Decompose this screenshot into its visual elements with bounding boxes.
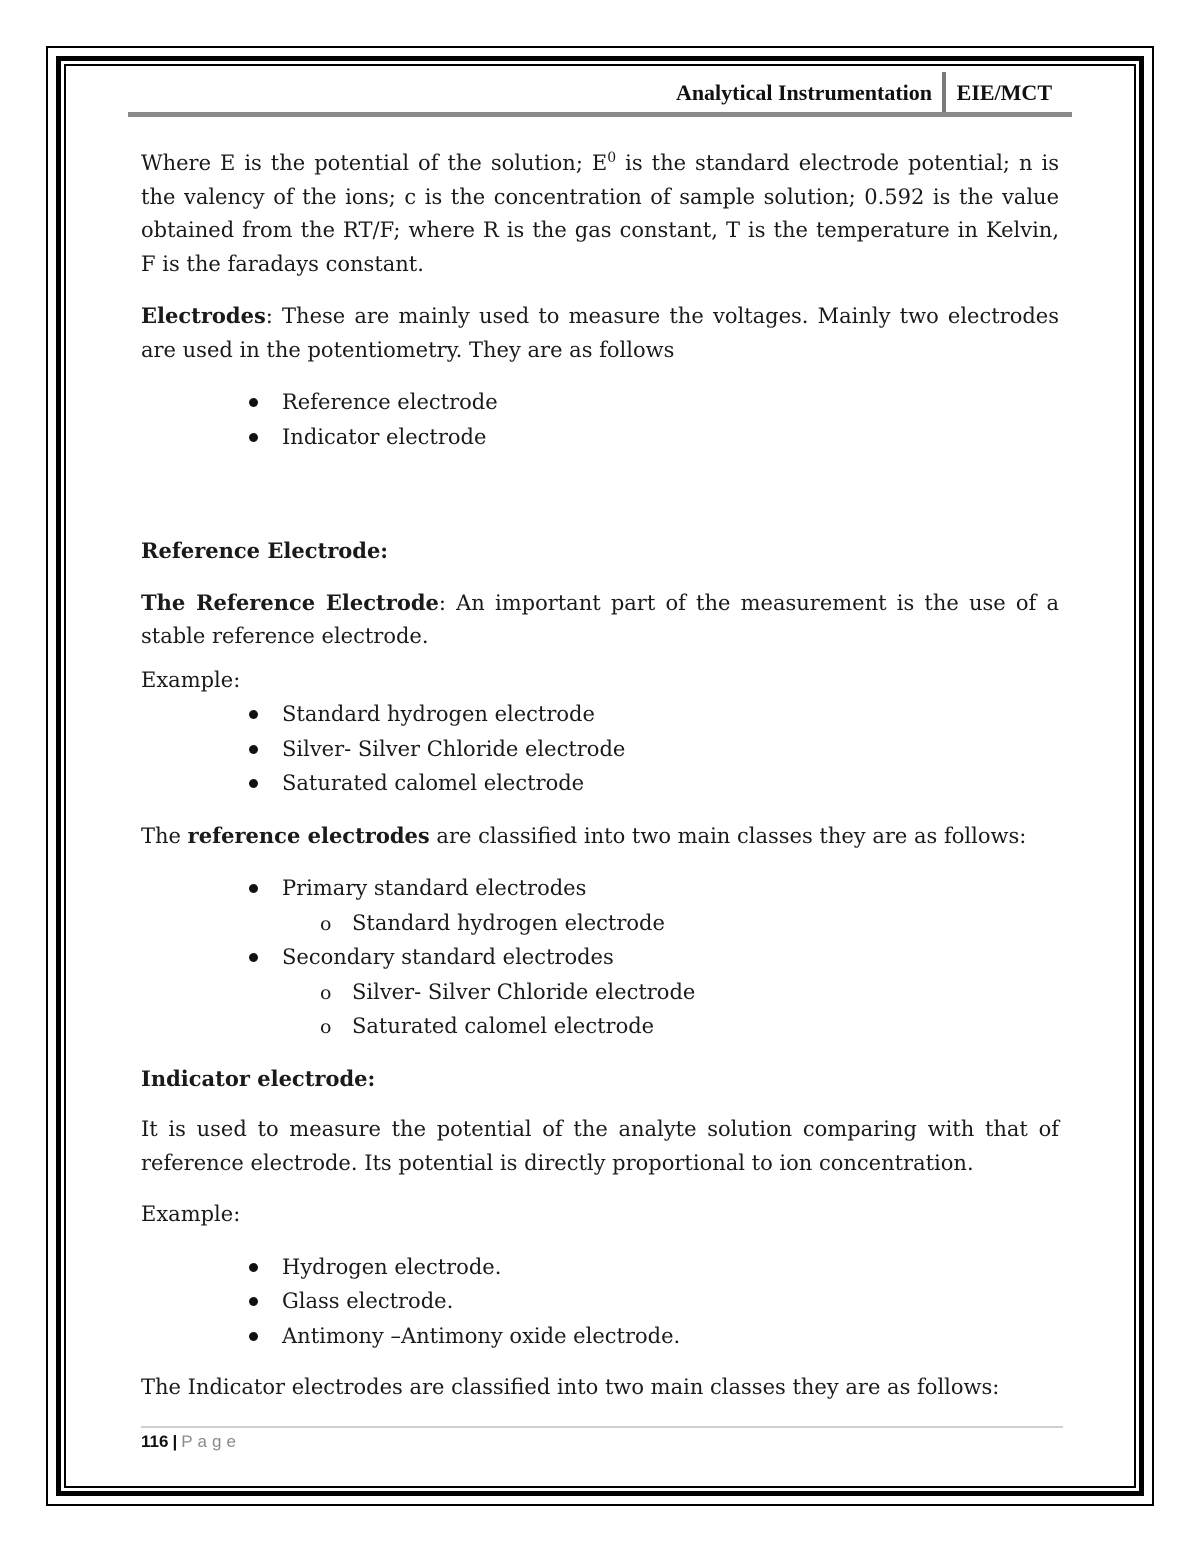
page-footer [141,1432,241,1452]
reference-classes-list [141,871,1059,1044]
header-separator [942,72,946,114]
electrode-types-list [141,385,1059,454]
list-item: Hydrogen electrode. [141,1250,1059,1285]
indicator-heading: Indicator electrode: [141,1065,376,1091]
electrodes-label: Electrodes [141,303,266,328]
list-item: Saturated calomel electrode [141,766,1059,801]
page-label: Page [181,1432,241,1451]
bullet-icon [249,1332,258,1341]
page-header [128,72,1072,116]
header-rule [128,112,1072,117]
list-item: Secondary standard electrodes o Silver- Silver Chloride electrode o Saturated calomel electrode [141,940,1059,1044]
bullet-icon [249,710,258,719]
list-item: Silver- Silver Chloride electrode [141,732,1059,767]
reference-classes-paragraph: The reference electrodes are classified into two main classes they are as follows: [141,822,1027,848]
circle-bullet-icon: o [320,1016,332,1038]
list-item: Glass electrode. [141,1284,1059,1319]
bullet-icon [249,779,258,788]
header-course-code: EIE/MCT [956,80,1052,105]
list-item: Primary standard electrodes o Standard hydrogen electrode [141,871,1059,940]
bullet-icon [249,884,258,893]
reference-heading: Reference Electrode: [141,538,389,563]
header-title: Analytical Instrumentation [675,80,932,105]
indicator-classes-paragraph: The Indicator electrodes are classified into two main classes they are as follows: [141,1375,1000,1399]
document-body [141,142,1059,1405]
reference-example-label: Example: [141,667,241,692]
footer-rule [141,1426,1063,1428]
intro-paragraph: Where E is the potential of the solution; $E^0$ is the standard electrode potential; n is the valency of the ions; c is the concentration of sample solution; 0.592 is the value obtained from the RT/F; where R is the gas constant, T is the temperature in Kelvin, F is the faradays constant. [141,150,1060,276]
bullet-icon [249,433,258,442]
bullet-icon [249,1263,258,1272]
page-number: 116 [141,1432,169,1451]
list-item: Indicator electrode [141,420,1059,455]
list-item: o Saturated calomel electrode [320,1014,655,1038]
list-item: o Standard hydrogen electrode [320,910,665,935]
indicator-examples-list [141,1250,1059,1354]
reference-paragraph: The Reference Electrode: An important part of the measurement is the use of a stable reference electrode. [141,589,1059,648]
secondary-sublist [282,975,1059,1044]
bullet-icon [249,953,258,962]
footer-separator: | [172,1432,178,1451]
indicator-example-label: Example: [141,1202,241,1226]
bullet-icon [249,1297,258,1306]
list-item: o Silver- Silver Chloride electrode [320,979,696,1004]
primary-sublist [282,906,1059,941]
circle-bullet-icon: o [320,981,332,1004]
reference-examples-list [141,697,1059,801]
indicator-paragraph: It is used to measure the potential of the analyte solution comparing with that of reference electrode. Its potential is directly proportional to ion concentration. [141,1117,1059,1175]
list-item: Reference electrode [141,385,1059,420]
list-item: Standard hydrogen electrode [141,697,1059,732]
circle-bullet-icon: o [320,912,332,935]
reference-para-label: The Reference Electrode [141,589,439,615]
list-item: Antimony –Antimony oxide electrode. [141,1319,1059,1354]
bullet-icon [249,745,258,754]
bullet-icon [249,398,258,407]
electrodes-paragraph: Electrodes: These are mainly used to measure the voltages. Mainly two electrodes are used in the potentiometry. They are as follows [141,303,1059,362]
